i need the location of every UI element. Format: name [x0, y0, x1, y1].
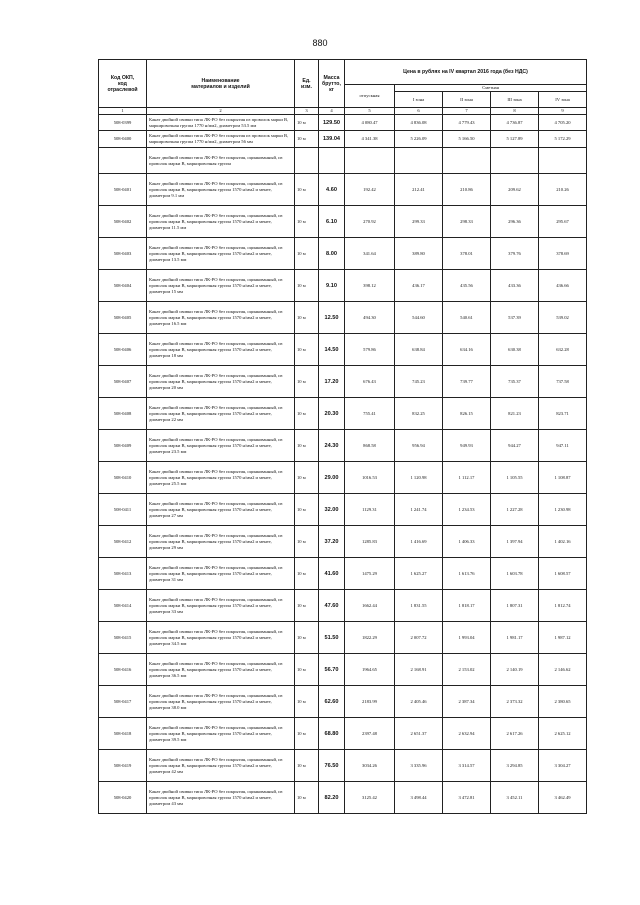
- row-name: Канат двойной свивки типа ЛК-РО без покрытия, оцинкованный, из проволок марки В, маркировочная группа 1570 н/мм2 и менее, диаметром 39.5 мм: [147, 718, 295, 750]
- row-mass: 129.50: [319, 115, 345, 131]
- row-zone3-price: 296.36: [491, 206, 539, 238]
- row-mass: 8.00: [319, 238, 345, 270]
- row-mass: 6.10: [319, 206, 345, 238]
- row-zone3-price: 3 294.85: [491, 750, 539, 782]
- row-zone2-price: 2 632.94: [443, 718, 491, 750]
- row-zone2-price: 1 613.76: [443, 558, 491, 590]
- row-zone2-price: 634.16: [443, 334, 491, 366]
- row-zone1-price: 3 498.44: [395, 782, 443, 814]
- row-zone1-price: 4 836.08: [395, 115, 443, 131]
- row-release-price: 341.64: [345, 238, 395, 270]
- row-zone1-price: 299.33: [395, 206, 443, 238]
- row-name: Канат двойной свивки типа ЛК-РО без покрытия, оцинкованный, из проволок марки В, маркировочная группа 1570 н/мм2 и менее, диаметром 15 мм: [147, 270, 295, 302]
- row-zone2-price: 2 153.02: [443, 654, 491, 686]
- row-unit: 10 м: [295, 366, 319, 398]
- row-zone1-price: 389.80: [395, 238, 443, 270]
- header-zone1: I зона: [395, 92, 443, 108]
- row-zone1-price: 1 241.74: [395, 494, 443, 526]
- row-zone2-price: 298.33: [443, 206, 491, 238]
- row-zone4-price: 823.71: [539, 398, 587, 430]
- table-row: [99, 398, 587, 430]
- row-code: 508-0413: [99, 558, 147, 590]
- price-table: [98, 59, 587, 814]
- row-code: 508-0401: [99, 174, 147, 206]
- row-mass: 14.50: [319, 334, 345, 366]
- row-zone3-price: 630.38: [491, 334, 539, 366]
- row-mass: 20.30: [319, 398, 345, 430]
- row-zone2-price: 3 472.81: [443, 782, 491, 814]
- row-zone2-price: 435.56: [443, 270, 491, 302]
- column-numbers-row: [99, 108, 587, 115]
- row-code: 508-0408: [99, 398, 147, 430]
- row-zone1-price: 3 335.96: [395, 750, 443, 782]
- row-code: 508-0405: [99, 302, 147, 334]
- table-row: [99, 366, 587, 398]
- row-zone3-price: 1 105.55: [491, 462, 539, 494]
- row-name: Канат двойной свивки типа ЛК-РО без покрытия, оцинкованный, из проволок марки В, маркировочная группа 1570 н/мм2 и менее, диаметром 42 мм: [147, 750, 295, 782]
- row-zone2-price: 5 166.50: [443, 131, 491, 148]
- row-zone3-price: 379.76: [491, 238, 539, 270]
- row-release-price: 1662.44: [345, 590, 395, 622]
- row-mass: [319, 148, 345, 174]
- row-code: 508-0404: [99, 270, 147, 302]
- row-code: [99, 148, 147, 174]
- row-zone2-price: 540.61: [443, 302, 491, 334]
- table-row: [99, 238, 587, 270]
- row-zone1-price: [395, 148, 443, 174]
- row-name: Канат двойной свивки типа ЛК-РО без покрытия, оцинкованный, из проволок марки В, маркировочная группа 1570 н/мм2 и менее, диаметром 16.5 мм: [147, 302, 295, 334]
- row-mass: 17.20: [319, 366, 345, 398]
- row-zone4-price: 2 146.62: [539, 654, 587, 686]
- row-mass: 37.20: [319, 526, 345, 558]
- header-zone3: III зона: [491, 92, 539, 108]
- row-code: 508-0399: [99, 115, 147, 131]
- header-zone2: II зона: [443, 92, 491, 108]
- row-mass: 68.80: [319, 718, 345, 750]
- table-row: [99, 148, 587, 174]
- row-zone2-price: 3 314.57: [443, 750, 491, 782]
- col-number: 3: [295, 108, 319, 115]
- row-zone1-price: 956.94: [395, 430, 443, 462]
- row-release-price: 270.92: [345, 206, 395, 238]
- row-mass: 9.10: [319, 270, 345, 302]
- row-zone2-price: 4 779.43: [443, 115, 491, 131]
- row-zone3-price: 209.62: [491, 174, 539, 206]
- row-unit: 10 м: [295, 270, 319, 302]
- table-row: [99, 131, 587, 148]
- row-zone4-price: 4 705.20: [539, 115, 587, 131]
- row-code: 508-0403: [99, 238, 147, 270]
- row-zone2-price: 1 818.17: [443, 590, 491, 622]
- row-zone3-price: 5 127.89: [491, 131, 539, 148]
- row-zone2-price: 378.01: [443, 238, 491, 270]
- row-zone3-price: 537.39: [491, 302, 539, 334]
- row-code: 508-0406: [99, 334, 147, 366]
- row-release-price: 3034.26: [345, 750, 395, 782]
- row-zone2-price: 1 406.33: [443, 526, 491, 558]
- row-unit: 10 м: [295, 494, 319, 526]
- row-zone3-price: 4 736.87: [491, 115, 539, 131]
- table-row: [99, 782, 587, 814]
- row-release-price: 4 080.47: [345, 115, 395, 131]
- row-release-price: 676.43: [345, 366, 395, 398]
- row-release-price: 192.42: [345, 174, 395, 206]
- row-mass: 32.00: [319, 494, 345, 526]
- row-code: 508-0420: [99, 782, 147, 814]
- row-zone1-price: 544.60: [395, 302, 443, 334]
- table-row: [99, 654, 587, 686]
- header-row-1: [99, 60, 587, 85]
- row-zone1-price: 1 831.55: [395, 590, 443, 622]
- row-zone4-price: 1 108.87: [539, 462, 587, 494]
- row-release-price: 1822.29: [345, 622, 395, 654]
- row-unit: 10 м: [295, 206, 319, 238]
- row-unit: 10 м: [295, 526, 319, 558]
- row-name: Канат двойной свивки типа ЛК-РО без покрытия, оцинкованный, из проволок марки В, маркировочная группа 1570 н/мм2 и менее, диаметром 18 мм: [147, 334, 295, 366]
- table-row: [99, 718, 587, 750]
- row-release-price: 1016.53: [345, 462, 395, 494]
- row-zone3-price: 3 452.11: [491, 782, 539, 814]
- row-release-price: [345, 148, 395, 174]
- row-unit: 10 м: [295, 430, 319, 462]
- row-name: Канат двойной свивки типа ЛК-РО без покрытия, оцинкованный, из проволок марки В, маркировочная группа 1570 н/мм2 и менее, диаметром 27 мм: [147, 494, 295, 526]
- row-name: Канат двойной свивки типа ЛК-РО без покрытия, оцинкованный, из проволок марки В, маркировочная группа 1570 н/мм2 и менее, диаметром 33 мм: [147, 590, 295, 622]
- col-number: 8: [491, 108, 539, 115]
- col-number: 4: [319, 108, 345, 115]
- row-mass: 62.60: [319, 686, 345, 718]
- row-unit: [295, 148, 319, 174]
- row-zone2-price: 1 234.53: [443, 494, 491, 526]
- table-row: [99, 558, 587, 590]
- header-name: Наименование материалов и изделий: [147, 60, 295, 108]
- table-row: [99, 115, 587, 131]
- row-release-price: 755.41: [345, 398, 395, 430]
- row-mass: 51.50: [319, 622, 345, 654]
- row-unit: 10 м: [295, 654, 319, 686]
- row-code: 508-0418: [99, 718, 147, 750]
- row-name: Канат двойной свивки типа ЛК-РО без покрытия, оцинкованный, из проволок марки В, маркировочная группа 1570 н/мм2 и менее, диаметром 34.5 мм: [147, 622, 295, 654]
- row-zone4-price: 436.66: [539, 270, 587, 302]
- row-mass: 139.04: [319, 131, 345, 148]
- row-zone3-price: 2 373.32: [491, 686, 539, 718]
- row-mass: 56.70: [319, 654, 345, 686]
- header-unit: Ед. изм.: [295, 60, 319, 108]
- row-zone4-price: 378.69: [539, 238, 587, 270]
- row-unit: 10 м: [295, 131, 319, 148]
- row-release-price: 2183.99: [345, 686, 395, 718]
- row-name: Канат двойной свивки типа ЛК-РО без покрытия, оцинкованный, из проволок марки В, маркировочная группа 1570 н/мм2 и менее, диаметром 36.5 мм: [147, 654, 295, 686]
- row-mass: 47.60: [319, 590, 345, 622]
- row-zone3-price: 2 617.26: [491, 718, 539, 750]
- row-release-price: 1129.31: [345, 494, 395, 526]
- row-zone1-price: 832.25: [395, 398, 443, 430]
- table-row: [99, 526, 587, 558]
- header-code: Код ОКП, код отраслевой: [99, 60, 147, 108]
- row-zone2-price: 826.15: [443, 398, 491, 430]
- row-name: Канат двойной свивки типа ЛК-РО без покрытия, оцинкованный, из проволок марки В, маркировочная группа: [147, 148, 295, 174]
- table-row: [99, 174, 587, 206]
- row-mass: 29.00: [319, 462, 345, 494]
- row-release-price: 579.86: [345, 334, 395, 366]
- header-zone4: IV зона: [539, 92, 587, 108]
- row-zone2-price: 949.93: [443, 430, 491, 462]
- row-zone3-price: [491, 148, 539, 174]
- row-mass: 82.20: [319, 782, 345, 814]
- row-zone4-price: 5 172.29: [539, 131, 587, 148]
- row-name: Канат двойной свивки типа ЛК-РО без покрытия из проволок марки В, маркировочная группа 1770 н/мм2, диаметром 53.5 мм: [147, 115, 295, 131]
- col-number: 2: [147, 108, 295, 115]
- row-code: 508-0410: [99, 462, 147, 494]
- row-name: Канат двойной свивки типа ЛК-РО без покрытия, оцинкованный, из проволок марки В, маркировочная группа 1570 н/мм2 и менее, диаметром 25.5 мм: [147, 462, 295, 494]
- row-release-price: 494.30: [345, 302, 395, 334]
- row-zone1-price: 2 405.46: [395, 686, 443, 718]
- row-zone1-price: 2 168.91: [395, 654, 443, 686]
- row-release-price: 398.12: [345, 270, 395, 302]
- table-row: [99, 462, 587, 494]
- row-unit: 10 м: [295, 590, 319, 622]
- row-unit: 10 м: [295, 462, 319, 494]
- row-unit: 10 м: [295, 686, 319, 718]
- row-zone4-price: 295.67: [539, 206, 587, 238]
- row-name: Канат двойной свивки типа ЛК-РО без покрытия, оцинкованный, из проволок марки В, маркировочная группа 1570 н/мм2 и менее, диаметром 22 мм: [147, 398, 295, 430]
- row-release-price: 1964.65: [345, 654, 395, 686]
- row-unit: 10 м: [295, 334, 319, 366]
- row-zone1-price: 5 226.09: [395, 131, 443, 148]
- row-zone3-price: 433.36: [491, 270, 539, 302]
- row-release-price: 4 341.38: [345, 131, 395, 148]
- row-unit: 10 м: [295, 238, 319, 270]
- row-zone4-price: 539.02: [539, 302, 587, 334]
- row-release-price: 1475.29: [345, 558, 395, 590]
- row-name: Канат двойной свивки типа ЛК-РО без покрытия, оцинкованный, из проволок марки В, маркировочная группа 1570 н/мм2 и менее, диаметром 23.5 мм: [147, 430, 295, 462]
- row-mass: 76.50: [319, 750, 345, 782]
- row-zone3-price: 821.23: [491, 398, 539, 430]
- col-number: 9: [539, 108, 587, 115]
- row-zone4-price: [539, 148, 587, 174]
- row-zone1-price: 1 120.98: [395, 462, 443, 494]
- row-unit: 10 м: [295, 622, 319, 654]
- row-zone4-price: 2 380.65: [539, 686, 587, 718]
- row-zone4-price: 1 987.12: [539, 622, 587, 654]
- row-mass: 24.30: [319, 430, 345, 462]
- row-code: 508-0407: [99, 366, 147, 398]
- row-unit: 10 м: [295, 558, 319, 590]
- row-zone4-price: 2 625.12: [539, 718, 587, 750]
- table-row: [99, 750, 587, 782]
- row-code: 508-0416: [99, 654, 147, 686]
- page-number: 880: [312, 38, 328, 48]
- row-zone1-price: 436.17: [395, 270, 443, 302]
- row-code: 508-0409: [99, 430, 147, 462]
- row-zone1-price: 2 007.72: [395, 622, 443, 654]
- row-zone4-price: 1 402.16: [539, 526, 587, 558]
- row-zone4-price: 1 812.74: [539, 590, 587, 622]
- row-zone1-price: 1 625.27: [395, 558, 443, 590]
- row-name: Канат двойной свивки типа ЛК-РО без покрытия, оцинкованный, из проволок марки В, маркировочная группа 1570 н/мм2 и менее, диаметром 9.1 мм: [147, 174, 295, 206]
- row-code: 508-0412: [99, 526, 147, 558]
- row-code: 508-0402: [99, 206, 147, 238]
- row-unit: 10 м: [295, 174, 319, 206]
- row-zone2-price: 210.86: [443, 174, 491, 206]
- row-zone3-price: 2 140.19: [491, 654, 539, 686]
- row-release-price: 868.58: [345, 430, 395, 462]
- table-row: [99, 270, 587, 302]
- header-estimate: Сметная: [395, 85, 587, 92]
- row-name: Канат двойной свивки типа ЛК-РО без покрытия, оцинкованный, из проволок марки В, маркировочная группа 1570 н/мм2 и менее, диаметром 29 мм: [147, 526, 295, 558]
- row-code: 508-0411: [99, 494, 147, 526]
- table-row: [99, 430, 587, 462]
- row-zone2-price: 739.77: [443, 366, 491, 398]
- table-row: [99, 622, 587, 654]
- header-price-title: Цена в рублях на IV квартал 2016 года (без НДС): [345, 60, 587, 85]
- table-row: [99, 494, 587, 526]
- row-zone4-price: 632.28: [539, 334, 587, 366]
- row-zone1-price: 1 416.69: [395, 526, 443, 558]
- row-zone3-price: 1 981.17: [491, 622, 539, 654]
- table-row: [99, 206, 587, 238]
- row-zone4-price: 210.26: [539, 174, 587, 206]
- row-unit: 10 м: [295, 750, 319, 782]
- row-release-price: 1285.83: [345, 526, 395, 558]
- row-name: Канат двойной свивки типа ЛК-РО без покрытия, оцинкованный, из проволок марки В, маркировочная группа 1570 н/мм2 и менее, диаметром 38.0 мм: [147, 686, 295, 718]
- row-name: Канат двойной свивки типа ЛК-РО без покрытия из проволок марки В, маркировочная группа 1770 н/мм2, диаметром 56 мм: [147, 131, 295, 148]
- table-row: [99, 334, 587, 366]
- row-unit: 10 м: [295, 718, 319, 750]
- row-zone4-price: 737.58: [539, 366, 587, 398]
- row-code: 508-0419: [99, 750, 147, 782]
- row-code: 508-0415: [99, 622, 147, 654]
- row-release-price: 3125.42: [345, 782, 395, 814]
- col-number: 7: [443, 108, 491, 115]
- row-mass: 12.50: [319, 302, 345, 334]
- row-unit: 10 м: [295, 782, 319, 814]
- col-number: 5: [345, 108, 395, 115]
- row-zone3-price: 944.27: [491, 430, 539, 462]
- row-unit: 10 м: [295, 302, 319, 334]
- row-zone3-price: 1 227.28: [491, 494, 539, 526]
- row-unit: 10 м: [295, 115, 319, 131]
- row-zone2-price: [443, 148, 491, 174]
- row-zone4-price: 947.11: [539, 430, 587, 462]
- row-zone3-price: 1 397.94: [491, 526, 539, 558]
- col-number: 1: [99, 108, 147, 115]
- row-code: 508-0417: [99, 686, 147, 718]
- row-zone4-price: 3 462.49: [539, 782, 587, 814]
- row-code: 508-0414: [99, 590, 147, 622]
- col-number: 6: [395, 108, 443, 115]
- row-zone4-price: 1 608.57: [539, 558, 587, 590]
- row-zone2-price: 2 387.34: [443, 686, 491, 718]
- row-name: Канат двойной свивки типа ЛК-РО без покрытия, оцинкованный, из проволок марки В, маркировочная группа 1570 н/мм2 и менее, диаметром 20 мм: [147, 366, 295, 398]
- row-mass: 41.60: [319, 558, 345, 590]
- row-zone4-price: 1 230.98: [539, 494, 587, 526]
- row-code: 508-0400: [99, 131, 147, 148]
- header-mass: Масса брутто, кг: [319, 60, 345, 108]
- row-release-price: 2397.48: [345, 718, 395, 750]
- row-zone3-price: 735.37: [491, 366, 539, 398]
- table-row: [99, 590, 587, 622]
- table-row: [99, 686, 587, 718]
- row-zone2-price: 1 112.17: [443, 462, 491, 494]
- row-zone1-price: 2 651.37: [395, 718, 443, 750]
- row-zone4-price: 3 304.27: [539, 750, 587, 782]
- row-unit: 10 м: [295, 398, 319, 430]
- row-zone1-price: 638.84: [395, 334, 443, 366]
- row-zone1-price: 212.41: [395, 174, 443, 206]
- row-name: Канат двойной свивки типа ЛК-РО без покрытия, оцинкованный, из проволок марки В, маркировочная группа 1570 н/мм2 и менее, диаметром 43 мм: [147, 782, 295, 814]
- table-row: [99, 302, 587, 334]
- header-release: отпускная: [345, 85, 395, 108]
- row-name: Канат двойной свивки типа ЛК-РО без покрытия, оцинкованный, из проволок марки В, маркировочная группа 1570 н/мм2 и менее, диаметром 11.5 мм: [147, 206, 295, 238]
- row-name: Канат двойной свивки типа ЛК-РО без покрытия, оцинкованный, из проволок марки В, маркировочная группа 1570 н/мм2 и менее, диаметром 31 мм: [147, 558, 295, 590]
- row-mass: 4.60: [319, 174, 345, 206]
- row-zone2-price: 1 993.04: [443, 622, 491, 654]
- row-name: Канат двойной свивки типа ЛК-РО без покрытия, оцинкованный, из проволок марки В, маркировочная группа 1570 н/мм2 и менее, диаметром 13.5 мм: [147, 238, 295, 270]
- row-zone3-price: 1 807.31: [491, 590, 539, 622]
- row-zone1-price: 745.23: [395, 366, 443, 398]
- row-zone3-price: 1 603.78: [491, 558, 539, 590]
